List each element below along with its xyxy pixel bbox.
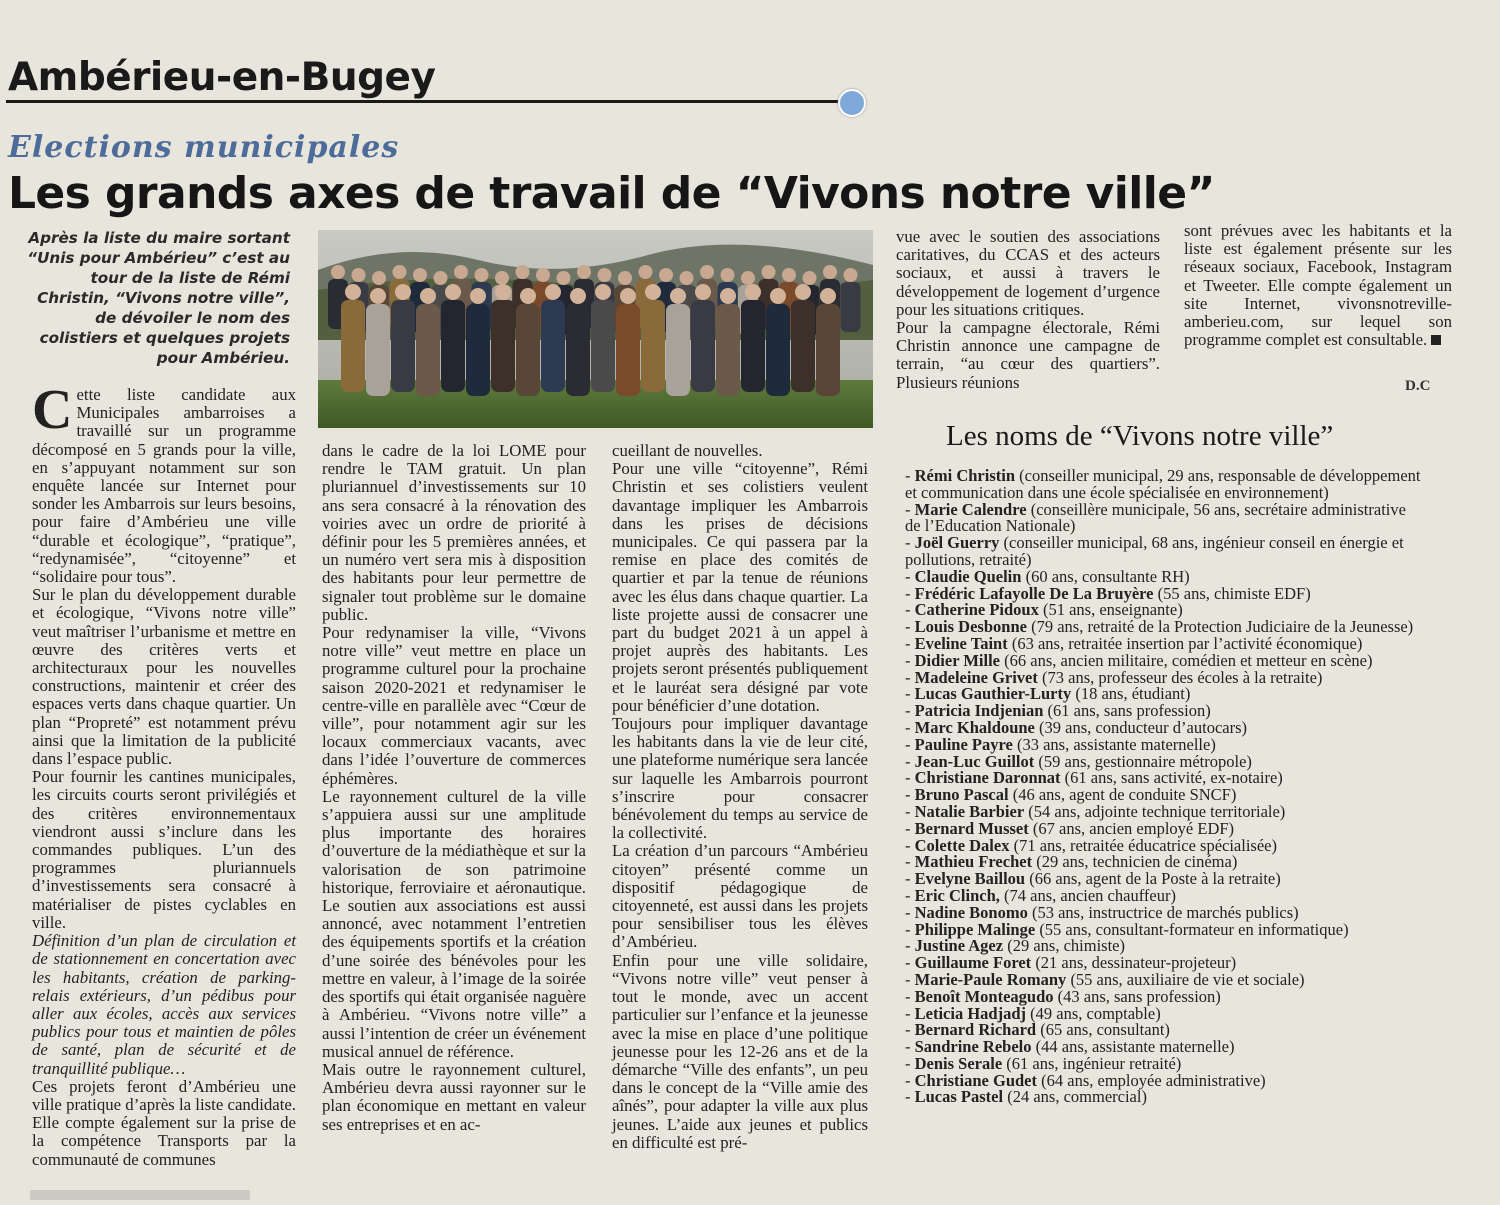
person-silhouette xyxy=(420,288,436,304)
candidate-name: Mathieu Frechet xyxy=(914,852,1033,872)
candidate-name: Marie Calendre xyxy=(914,499,1027,519)
candidate-details: (63 ans, retraitée insertion par l’activité économique) xyxy=(1011,633,1363,653)
candidate-entry: - Lucas Gauthier-Lurty (18 ans, étudiant) xyxy=(905,684,1191,704)
person-silhouette xyxy=(791,300,815,392)
candidate-details: (74 ans, ancien chauffeur) xyxy=(1004,885,1176,905)
section-town-title: Ambérieu-en-Bugey xyxy=(8,55,436,100)
person-silhouette xyxy=(844,268,858,282)
candidate-details: (67 ans, ancien employé EDF) xyxy=(1032,818,1235,838)
person-silhouette xyxy=(395,284,411,300)
candidate-entry: - Philippe Malinge (55 ans, consultant-formateur en informatique) xyxy=(905,919,1349,939)
article-column-5 xyxy=(1184,222,1452,349)
person-silhouette xyxy=(716,304,740,396)
candidate-entry: - Mathieu Frechet (29 ans, technicien de cinéma) xyxy=(905,852,1238,872)
candidate-details: (60 ans, consultante RH) xyxy=(1025,566,1190,586)
candidate-name: Evelyne Baillou xyxy=(914,869,1026,889)
person-silhouette xyxy=(372,271,386,285)
person-silhouette xyxy=(416,304,440,396)
person-silhouette xyxy=(352,268,366,282)
article-column-1 xyxy=(32,379,296,1169)
candidate-details: (64 ans, employée administrative) xyxy=(1041,1070,1266,1090)
paragraph: Mais outre le rayonnement culturel, Ambérieu devra aussi rayonner sur le plan économique en mettant en valeur ses entreprises et en ac- xyxy=(322,1059,586,1134)
candidate-name: Justine Agez xyxy=(914,936,1004,956)
candidate-details: (55 ans, consultant-formateur en informatique) xyxy=(1039,919,1349,939)
candidate-details: (49 ans, comptable) xyxy=(1030,1003,1161,1023)
end-of-article-mark xyxy=(1431,335,1441,345)
person-silhouette xyxy=(520,288,536,304)
person-silhouette xyxy=(577,265,591,279)
candidate-name: Nadine Bonomo xyxy=(914,902,1028,922)
paragraph xyxy=(1184,222,1452,349)
candidate-name: Patricia Indjenian xyxy=(914,701,1044,721)
candidate-entry: - Colette Dalex (71 ans, retraitée éducatrice spécialisée) xyxy=(905,835,1277,855)
candidate-entry: - Rémi Christin (conseiller municipal, 29 ans, responsable de développement et communication dans une école spécialisée en environnement) xyxy=(905,466,1421,502)
paragraph: Enfin pour une ville solidaire, “Vivons notre ville” veut penser à tout le monde, avec un accent particulier sur l’enfance et la jeunesse avec la mise en place d’une politique jeunesse pour les 12-26 ans et de la démarche “Ville des enfants”, un peu dans le concept de la “Ville amie des aînés”, pour adapter la ville aux plus jeunes. L’aide aux jeunes et publics en difficulté est pré- xyxy=(612,950,868,1152)
candidate-details: (73 ans, professeur des écoles à la retraite) xyxy=(1042,667,1323,687)
candidate-entry: - Claudie Quelin (60 ans, consultante RH) xyxy=(905,566,1190,586)
candidate-entry: - Bernard Musset (67 ans, ancien employé EDF) xyxy=(905,818,1235,838)
person-silhouette xyxy=(741,271,755,285)
person-silhouette xyxy=(441,300,465,392)
person-silhouette xyxy=(475,268,489,282)
person-silhouette xyxy=(516,304,540,396)
article-lead: Après la liste du maire sortant “Unis pour Ambérieu” c’est au tour de la liste de Rémi Christin, “Vivons notre ville”, de dévoiler le nom des colistiers et quelques projets pour Ambérieu. xyxy=(27,229,290,367)
person-silhouette xyxy=(659,268,673,282)
person-silhouette xyxy=(366,304,390,396)
candidate-name: Claudie Quelin xyxy=(914,566,1022,586)
candidate-entry: - Lucas Pastel (24 ans, commercial) xyxy=(905,1087,1147,1107)
candidate-name: Lucas Pastel xyxy=(914,1087,1004,1107)
paragraph: Définition d’un plan de circulation et de stationnement en concertation avec les habitants, création de parking-relais extérieurs, d’un pédibus pour aller aux écoles, accès aux services publics pour tous et maintien de pôles de santé, plan de sécurité et de tranquillité publique… xyxy=(32,931,296,1078)
candidate-name: Christiane Daronnat xyxy=(914,768,1061,788)
person-silhouette xyxy=(370,288,386,304)
candidate-name: Louis Desbonne xyxy=(914,617,1027,637)
candidate-details: (71 ans, retraitée éducatrice spécialisée) xyxy=(1013,835,1277,855)
person-silhouette xyxy=(639,265,653,279)
person-silhouette xyxy=(841,282,861,332)
person-silhouette xyxy=(331,265,345,279)
candidate-details: (44 ans, assistante maternelle) xyxy=(1035,1037,1235,1057)
group-photo xyxy=(318,230,873,428)
person-silhouette xyxy=(720,288,736,304)
person-silhouette xyxy=(670,288,686,304)
person-silhouette xyxy=(766,304,790,396)
paragraph: Le rayonnement culturel de la ville s’appuiera aussi sur une amplitude plus importante des horaires d’ouverture de la médiathèque et sur la valorisation de son patrimoine historique, ferroviaire et aéronautique. Le soutien aux associations est aussi annoncé, avec notamment l’entretien des équipements sportifs et la création d’une soirée des bénévoles pour les mettre en valeur, à l’image de la soirée des sportifs qui était organisée naguère à Ambérieu. “Vivons notre ville” a aussi l’intention de créer un événement musical annuel de référence. xyxy=(322,786,586,1061)
paragraph: Sur le plan du développement durable et écologique, “Vivons notre ville” veut maîtriser l’urbanisme et mettre en œuvre des critères verts et architecturaux pour les nouvelles constructions, maintenir et créer des espaces verts dans chaque quartier. Un plan “Propreté” est notamment prévu ainsi que la limitation de la publicité dans l’espace public. xyxy=(32,585,296,769)
person-silhouette xyxy=(770,288,786,304)
candidate-details: (61 ans, ingénieur retraité) xyxy=(1006,1053,1182,1073)
candidate-details: (conseillère municipale, 56 ans, secrétaire administrative de l’Education Nationale) xyxy=(905,499,1406,536)
person-silhouette xyxy=(470,288,486,304)
candidate-name: Denis Serale xyxy=(914,1053,1003,1073)
candidate-details: (39 ans, conducteur d’autocars) xyxy=(1039,717,1247,737)
candidate-details: (29 ans, chimiste) xyxy=(1007,936,1125,956)
paragraph: Pour fournir les cantines municipales, les circuits courts seront privilégiés et des critères environnementaux viendront aussi s’inclure dans les commandes publiques. L’un des programmes pluriannuels d’investissements sera consacré à matérialiser de pistes cyclables en ville. xyxy=(32,767,296,932)
person-silhouette xyxy=(816,304,840,396)
candidate-name: Eveline Taint xyxy=(914,633,1008,653)
candidate-name: Bernard Richard xyxy=(914,1020,1037,1040)
candidate-name: Christiane Gudet xyxy=(914,1070,1038,1090)
person-silhouette xyxy=(545,284,561,300)
person-silhouette xyxy=(445,284,461,300)
person-silhouette xyxy=(691,300,715,392)
article-headline: Les grands axes de travail de “Vivons notre ville” xyxy=(8,168,1215,219)
candidate-entry: - Joël Guerry (conseiller municipal, 68 ans, ingénieur conseil en énergie et pollutions, retraité) xyxy=(905,533,1404,569)
candidate-details: (21 ans, dessinateur-projeteur) xyxy=(1035,953,1237,973)
person-silhouette xyxy=(413,268,427,282)
person-silhouette xyxy=(645,284,661,300)
candidate-entry: - Bernard Richard (65 ans, consultant) xyxy=(905,1020,1170,1040)
candidate-entry: - Jean-Luc Guillot (59 ans, gestionnaire métropole) xyxy=(905,751,1252,771)
candidate-details: (65 ans, consultant) xyxy=(1040,1020,1170,1040)
candidate-name: Marc Khaldoune xyxy=(914,717,1035,737)
candidate-name: Benoît Monteagudo xyxy=(914,986,1054,1006)
article-column-3 xyxy=(612,442,868,1152)
paragraph: vue avec le soutien des associations caritatives, du CCAS et des acteurs sociaux, et aussi à travers le développement de logement d’urgence pour les situations critiques. xyxy=(896,227,1160,319)
candidate-entry: - Marie Calendre (conseillère municipale, 56 ans, secrétaire administrative de l’Education Nationale) xyxy=(905,499,1406,536)
candidate-name: Guillaume Foret xyxy=(914,953,1032,973)
candidate-details: (24 ans, commercial) xyxy=(1007,1087,1147,1107)
candidate-name: Marie-Paule Romany xyxy=(914,969,1067,989)
article-column-4 xyxy=(896,228,1160,392)
person-silhouette xyxy=(741,300,765,392)
candidate-details: (66 ans, ancien militaire, comédien et metteur en scène) xyxy=(1004,650,1373,670)
candidate-name: Bruno Pascal xyxy=(914,785,1009,805)
candidate-entry: - Didier Mille (66 ans, ancien militaire, comédien et metteur en scène) xyxy=(905,650,1373,670)
candidate-entry: - Nadine Bonomo (53 ans, instructrice de marchés publics) xyxy=(905,902,1299,922)
person-silhouette xyxy=(495,284,511,300)
paragraph: Pour redynamiser la ville, “Vivons notre ville” veut mettre en place un programme culturel pour la prochaine saison 2020-2021 et redynamiser le centre-ville en parallèle avec “Cœur de ville”, pour notamment agir sur les locaux commerciaux vacants, avec dans l’idée l’ouverture de commerces éphémères. xyxy=(322,623,586,788)
candidate-details: (conseiller municipal, 29 ans, responsable de développement et communication dans une école spécialisée en environnement) xyxy=(905,466,1421,502)
drop-cap: C xyxy=(32,379,73,441)
candidate-details: (46 ans, agent de conduite SNCF) xyxy=(1012,785,1237,805)
person-silhouette xyxy=(695,284,711,300)
candidate-name: Colette Dalex xyxy=(914,835,1010,855)
person-silhouette xyxy=(680,271,694,285)
person-silhouette xyxy=(641,300,665,392)
person-silhouette xyxy=(616,304,640,396)
candidate-name: Madeleine Grivet xyxy=(914,667,1038,687)
person-silhouette xyxy=(823,265,837,279)
paragraph: Toujours pour impliquer davantage les habitants dans la vie de leur cité, une plateforme numérique sera lancée sur laquelle les Ambarrois pourront s’inscrire pour consacrer bénévolement du temps au service de la collectivité. xyxy=(612,714,868,843)
person-silhouette xyxy=(495,271,509,285)
candidate-entry: - Benoît Monteagudo (43 ans, sans profession) xyxy=(905,986,1221,1006)
person-silhouette xyxy=(666,304,690,396)
person-silhouette xyxy=(762,265,776,279)
candidate-entry: - Madeleine Grivet (73 ans, professeur des écoles à la retraite) xyxy=(905,667,1323,687)
candidate-entry: - Sandrine Rebelo (44 ans, assistante maternelle) xyxy=(905,1037,1235,1057)
candidate-details: (79 ans, retraité de la Protection Judiciaire de la Jeunesse) xyxy=(1031,617,1414,637)
person-silhouette xyxy=(782,268,796,282)
candidate-details: (18 ans, étudiant) xyxy=(1075,684,1191,704)
candidate-name: Frédéric Lafayolle De La Bruyère xyxy=(914,583,1154,603)
person-silhouette xyxy=(345,284,361,300)
candidate-details: (61 ans, sans profession) xyxy=(1047,701,1211,721)
candidate-details: (59 ans, gestionnaire métropole) xyxy=(1038,751,1252,771)
candidate-name: Catherine Pidoux xyxy=(914,600,1039,620)
candidate-entry: - Eveline Taint (63 ans, retraitée insertion par l’activité économique) xyxy=(905,633,1363,653)
candidate-entry: - Pauline Payre (33 ans, assistante maternelle) xyxy=(905,734,1216,754)
person-silhouette xyxy=(745,284,761,300)
section-dot-ornament xyxy=(838,89,866,117)
author-signature: D.C xyxy=(1405,378,1431,394)
candidate-name: Rémi Christin xyxy=(914,466,1015,485)
candidate-entry: - Justine Agez (29 ans, chimiste) xyxy=(905,936,1125,956)
candidate-details: (53 ans, instructrice de marchés publics) xyxy=(1031,902,1299,922)
candidate-name: Leticia Hadjadj xyxy=(914,1003,1026,1023)
candidate-entry: - Eric Clinch, (74 ans, ancien chauffeur) xyxy=(905,885,1176,905)
paragraph: Ces projets feront d’Ambérieu une ville pratique d’après la liste candidate. Elle compte également sur la prise de la compétence Transports par la communauté de communes xyxy=(32,1076,296,1169)
candidate-details: (29 ans, technicien de cinéma) xyxy=(1036,852,1238,872)
candidate-entry: - Louis Desbonne (79 ans, retraité de la Protection Judiciaire de la Jeunesse) xyxy=(905,617,1414,637)
candidate-name: Jean-Luc Guillot xyxy=(914,751,1035,771)
group-photo-image xyxy=(318,230,873,428)
candidate-entry: - Guillaume Foret (21 ans, dessinateur-projeteur) xyxy=(905,953,1237,973)
person-silhouette xyxy=(803,271,817,285)
paragraph: dans le cadre de la loi LOME pour rendre le TAM gratuit. Un plan pluriannuel d’investissements sur 10 ans sera consacré à la rénovation des voiries avec un ordre de priorité à définir pour les 5 premières années, et un numéro vert sera mis à disposition des habitants pour leur permettre de signaler tout problème sur le domaine public. xyxy=(322,441,586,624)
person-silhouette xyxy=(721,268,735,282)
person-silhouette xyxy=(618,271,632,285)
paragraph: La création d’un parcours “Ambérieu citoyen” présenté comme un dispositif pédagogique de citoyenneté, est aussi dans les projets pour sensibiliser tous les élèves d’Ambérieu. xyxy=(612,841,868,952)
person-silhouette xyxy=(536,268,550,282)
person-silhouette xyxy=(570,288,586,304)
candidate-name: Joël Guerry xyxy=(914,533,1000,553)
article-kicker: Elections municipales xyxy=(8,130,400,165)
candidate-name: Pauline Payre xyxy=(914,734,1013,754)
person-silhouette xyxy=(591,300,615,392)
candidate-entry: - Marie-Paule Romany (55 ans, auxiliaire de vie et sociale) xyxy=(905,969,1305,989)
candidate-entry: - Patricia Indjenian (61 ans, sans profession) xyxy=(905,701,1211,721)
candidate-entry: - Bruno Pascal (46 ans, agent de conduite SNCF) xyxy=(905,785,1237,805)
person-silhouette xyxy=(341,300,365,392)
candidate-names-list xyxy=(905,468,1425,1106)
candidate-entry: - Natalie Barbier (54 ans, adjointe technique territoriale) xyxy=(905,801,1286,821)
person-silhouette xyxy=(557,271,571,285)
candidate-entry: - Christiane Daronnat (61 ans, sans activité, ex-notaire) xyxy=(905,768,1283,788)
person-silhouette xyxy=(795,284,811,300)
candidate-entry: - Marc Khaldoune (39 ans, conducteur d’autocars) xyxy=(905,717,1247,737)
paragraph: ette liste candidate aux Municipales ambarroises a travaillé sur un programme décomposé en 5 grands pour la ville, en s’appuyant notamment sur son enquête lancée sur Internet pour sonder les Ambarrois sur leurs besoins, pour faire d’Ambérieu une ville “durable et écologique”, “pratique”, “redynamisée”, “citoyenne” et “solidaire pour tous”. xyxy=(32,385,296,587)
candidate-details: (54 ans, adjointe technique territoriale) xyxy=(1028,801,1286,821)
person-silhouette xyxy=(391,300,415,392)
person-silhouette xyxy=(620,288,636,304)
names-box-title: Les noms de “Vivons notre ville” xyxy=(946,420,1334,452)
person-silhouette xyxy=(566,304,590,396)
candidate-details: (51 ans, enseignante) xyxy=(1042,600,1183,620)
article-column-2 xyxy=(322,442,586,1134)
paragraph-text: sont prévues avec les habitants et la liste est également présente sur les réseaux sociaux, Facebook, Instagram et Tweeter. Elle compte également un site Internet, vivonsnotreville-amberieu.com, sur lequel son programme complet est consultable. xyxy=(1184,221,1452,350)
candidate-entry: - Catherine Pidoux (51 ans, enseignante) xyxy=(905,600,1183,620)
candidate-name: Philippe Malinge xyxy=(914,919,1036,939)
candidate-entry: - Leticia Hadjadj (49 ans, comptable) xyxy=(905,1003,1161,1023)
person-silhouette xyxy=(598,268,612,282)
candidate-entry: - Denis Serale (61 ans, ingénieur retraité) xyxy=(905,1053,1182,1073)
candidate-entry: - Christiane Gudet (64 ans, employée administrative) xyxy=(905,1070,1266,1090)
person-silhouette xyxy=(454,265,468,279)
person-silhouette xyxy=(466,304,490,396)
candidate-details: (33 ans, assistante maternelle) xyxy=(1016,734,1216,754)
person-silhouette xyxy=(595,284,611,300)
candidate-details: (55 ans, auxiliaire de vie et sociale) xyxy=(1070,969,1305,989)
person-silhouette xyxy=(700,265,714,279)
candidate-entry: - Evelyne Baillou (66 ans, agent de la Poste à la retraite) xyxy=(905,869,1281,889)
candidate-details: (55 ans, chimiste EDF) xyxy=(1157,583,1311,603)
candidate-details: (conseiller municipal, 68 ans, ingénieur conseil en énergie et pollutions, retraité) xyxy=(905,533,1404,569)
candidate-name: Sandrine Rebelo xyxy=(914,1037,1032,1057)
paragraph: Pour une ville “citoyenne”, Rémi Christin et ses colistiers veulent davantage impliquer les Ambarrois dans les prises de décisions municipales. Ce qui passera par la remise en place des comités de quartier et par la tenue de réunions avec les élus dans chaque quartier. La liste projette aussi de consacrer une part du budget 2021 à un appel à projet auprès des habitants. Les projets seront présentés publiquement et le lauréat sera désigné par vote pour bénéficier d’une dotation. xyxy=(612,459,868,715)
candidate-entry: - Frédéric Lafayolle De La Bruyère (55 ans, chimiste EDF) xyxy=(905,583,1311,603)
candidate-name: Eric Clinch, xyxy=(914,885,1000,905)
paragraph: cueillant de nouvelles. xyxy=(612,441,763,460)
person-silhouette xyxy=(393,265,407,279)
candidate-name: Bernard Musset xyxy=(914,818,1029,838)
section-rule xyxy=(6,100,841,103)
candidate-details: (61 ans, sans activité, ex-notaire) xyxy=(1064,768,1283,788)
candidate-name: Natalie Barbier xyxy=(914,801,1025,821)
candidate-name: Lucas Gauthier-Lurty xyxy=(914,684,1072,704)
person-silhouette xyxy=(541,300,565,392)
person-silhouette xyxy=(491,300,515,392)
candidate-name: Didier Mille xyxy=(914,650,1001,670)
person-silhouette xyxy=(434,271,448,285)
candidate-details: (66 ans, agent de la Poste à la retraite) xyxy=(1029,869,1281,889)
next-article-fragment xyxy=(30,1190,250,1200)
candidate-details: (43 ans, sans profession) xyxy=(1057,986,1221,1006)
paragraph: Pour la campagne électorale, Rémi Christin annonce une campagne de terrain, “au cœur des quartiers”. Plusieurs réunions xyxy=(896,318,1160,392)
person-silhouette xyxy=(820,288,836,304)
person-silhouette xyxy=(516,265,530,279)
